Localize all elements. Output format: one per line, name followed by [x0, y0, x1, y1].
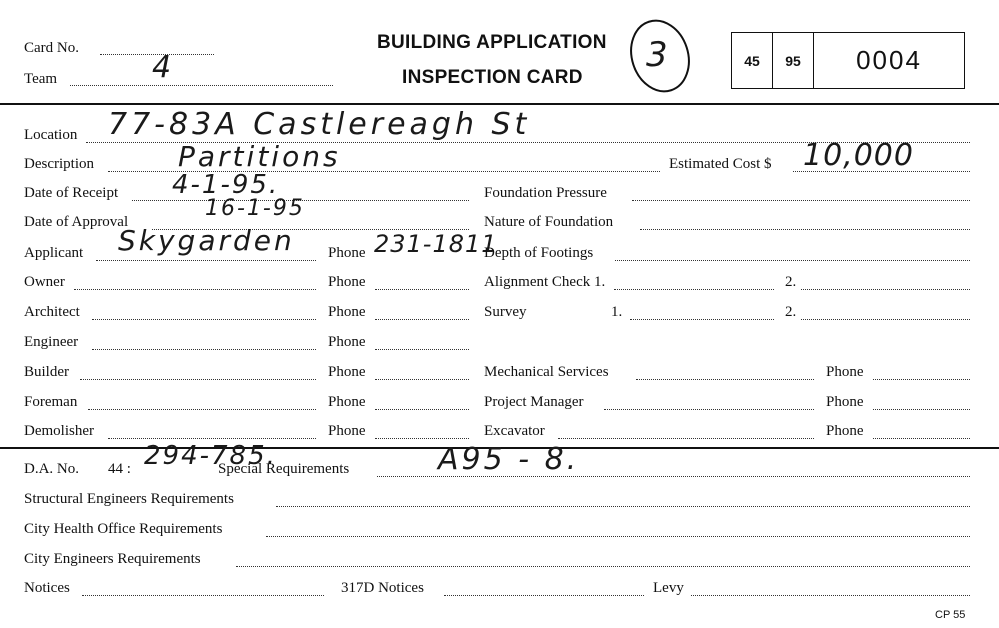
- alignment-check-2-field[interactable]: [801, 289, 970, 290]
- applicant-field[interactable]: [96, 260, 316, 261]
- nature-foundation-label: Nature of Foundation: [484, 214, 614, 230]
- alignment-check-2-label: 2.: [785, 274, 797, 290]
- owner-label: Owner: [24, 274, 65, 290]
- alignment-check-1-field[interactable]: [614, 289, 774, 290]
- city-engineers-field[interactable]: [236, 566, 970, 567]
- da-no-label: D.A. No.: [24, 461, 79, 477]
- circled-number: 3: [646, 35, 669, 75]
- architect-label: Architect: [24, 304, 80, 320]
- demolisher-field[interactable]: [108, 438, 316, 439]
- owner-phone-field[interactable]: [375, 289, 469, 290]
- notices-field[interactable]: [82, 595, 324, 596]
- description-value: Partitions: [178, 140, 341, 173]
- levy-label: Levy: [653, 580, 684, 596]
- code-b: 95: [773, 33, 814, 88]
- health-requirements-label: City Health Office Requirements: [24, 521, 223, 537]
- architect-field[interactable]: [92, 319, 316, 320]
- date-approval-value: 16-1-95: [205, 196, 305, 221]
- date-receipt-value: 4-1-95.: [172, 170, 280, 200]
- card-code-box: [731, 32, 965, 89]
- builder-field[interactable]: [80, 379, 316, 380]
- mechanical-phone-label: Phone: [826, 364, 864, 380]
- excavator-label: Excavator: [484, 423, 545, 439]
- notices-317d-field[interactable]: [444, 595, 644, 596]
- date-receipt-label: Date of Receipt: [24, 185, 119, 201]
- foreman-phone-label: Phone: [328, 394, 366, 410]
- mechanical-services-field[interactable]: [636, 379, 814, 380]
- project-manager-phone-label: Phone: [826, 394, 864, 410]
- special-requirements-label: Special Requirements: [218, 461, 350, 477]
- survey-1-field[interactable]: [630, 319, 774, 320]
- health-requirements-field[interactable]: [266, 536, 970, 537]
- team-label: Team: [24, 71, 58, 87]
- demolisher-label: Demolisher: [24, 423, 94, 439]
- excavator-field[interactable]: [558, 438, 814, 439]
- applicant-value: Skygarden: [118, 224, 295, 257]
- excavator-phone-label: Phone: [826, 423, 864, 439]
- demolisher-phone-label: Phone: [328, 423, 366, 439]
- engineer-label: Engineer: [24, 334, 79, 350]
- excavator-phone-field[interactable]: [873, 438, 970, 439]
- location-value: 77-83A Castlereagh St: [108, 107, 531, 142]
- foundation-pressure-label: Foundation Pressure: [484, 185, 607, 201]
- header-divider: [0, 103, 999, 105]
- mechanical-phone-field[interactable]: [873, 379, 970, 380]
- foreman-field[interactable]: [88, 409, 316, 410]
- builder-label: Builder: [24, 364, 69, 380]
- builder-phone-label: Phone: [328, 364, 366, 380]
- applicant-phone-value: 231-1811: [374, 230, 498, 258]
- project-manager-phone-field[interactable]: [873, 409, 970, 410]
- foreman-label: Foreman: [24, 394, 78, 410]
- depth-footings-label: Depth of Footings: [484, 245, 594, 261]
- depth-footings-field[interactable]: [615, 260, 970, 261]
- nature-foundation-field[interactable]: [640, 229, 970, 230]
- location-label: Location: [24, 127, 78, 143]
- structural-requirements-label: Structural Engineers Requirements: [24, 491, 234, 507]
- owner-field[interactable]: [74, 289, 316, 290]
- notices-317d-label: 317D Notices: [341, 580, 424, 596]
- card-number: 0004: [856, 45, 922, 75]
- architect-phone-field[interactable]: [375, 319, 469, 320]
- survey-label: Survey: [484, 304, 527, 320]
- da-prefix: 44 :: [108, 461, 131, 477]
- project-manager-label: Project Manager: [484, 394, 584, 410]
- estimated-cost-label: Estimated Cost $: [669, 156, 772, 172]
- alignment-check-label: Alignment Check 1.: [484, 274, 606, 290]
- form-code: CP 55: [935, 609, 966, 621]
- estimated-cost-value: 10,000: [803, 138, 914, 173]
- foundation-pressure-field[interactable]: [632, 200, 970, 201]
- title-line-1: BUILDING APPLICATION: [377, 32, 607, 53]
- survey-2-label: 2.: [785, 304, 797, 320]
- applicant-label: Applicant: [24, 245, 84, 261]
- special-requirements-value: A95 - 8.: [438, 442, 580, 477]
- mechanical-services-label: Mechanical Services: [484, 364, 609, 380]
- da-no-value: 294-785.: [144, 441, 277, 471]
- applicant-phone-label: Phone: [328, 245, 366, 261]
- structural-requirements-field[interactable]: [276, 506, 970, 507]
- project-manager-field[interactable]: [604, 409, 814, 410]
- team-field[interactable]: [70, 85, 333, 86]
- city-engineers-label: City Engineers Requirements: [24, 551, 201, 567]
- survey-1-label: 1.: [611, 304, 623, 320]
- engineer-phone-field[interactable]: [375, 349, 469, 350]
- foreman-phone-field[interactable]: [375, 409, 469, 410]
- engineer-phone-label: Phone: [328, 334, 366, 350]
- date-approval-label: Date of Approval: [24, 214, 129, 230]
- builder-phone-field[interactable]: [375, 379, 469, 380]
- team-value: 4: [152, 50, 173, 85]
- owner-phone-label: Phone: [328, 274, 366, 290]
- code-a: 45: [732, 33, 773, 88]
- architect-phone-label: Phone: [328, 304, 366, 320]
- title-line-2: INSPECTION CARD: [402, 67, 583, 88]
- demolisher-phone-field[interactable]: [375, 438, 469, 439]
- notices-label: Notices: [24, 580, 70, 596]
- description-label: Description: [24, 156, 94, 172]
- card-no-label: Card No.: [24, 40, 79, 56]
- levy-field[interactable]: [691, 595, 970, 596]
- engineer-field[interactable]: [92, 349, 316, 350]
- survey-2-field[interactable]: [801, 319, 970, 320]
